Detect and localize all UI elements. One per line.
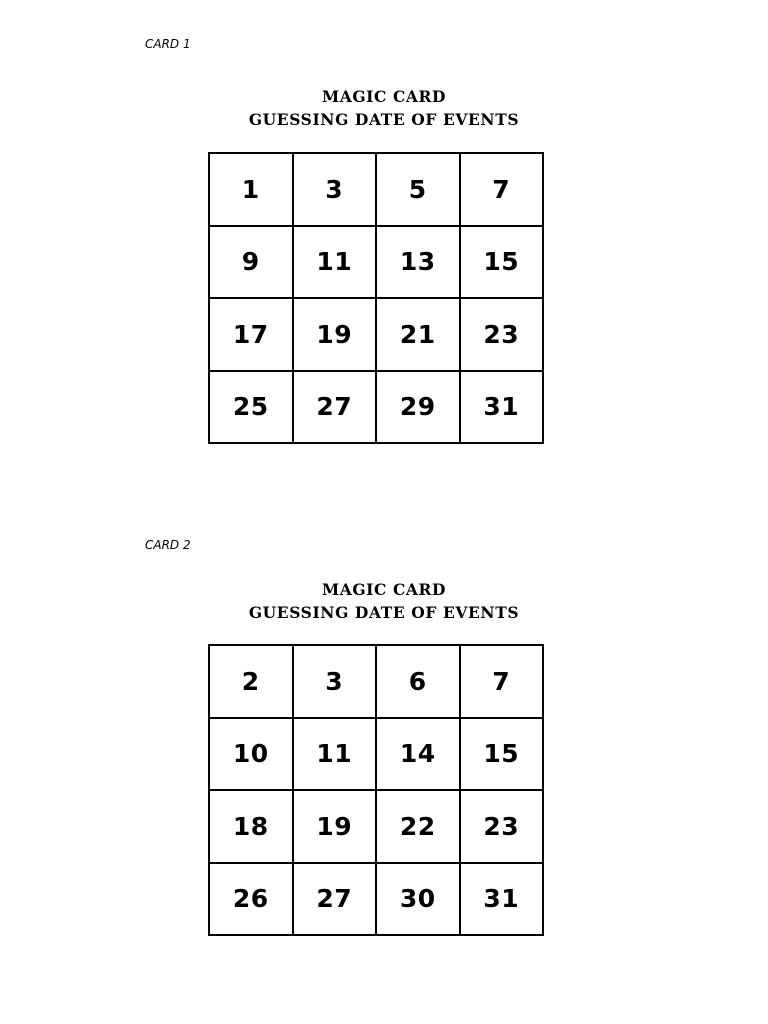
grid-cell: 13 bbox=[376, 226, 460, 299]
grid-cell: 25 bbox=[209, 371, 293, 444]
grid-cell: 26 bbox=[209, 863, 293, 936]
grid-cell: 10 bbox=[209, 718, 293, 791]
card-subtitle: GUESSING DATE OF EVENTS bbox=[248, 110, 520, 129]
grid-cell: 15 bbox=[460, 226, 544, 299]
grid-cell: 14 bbox=[376, 718, 460, 791]
number-grid bbox=[208, 152, 544, 444]
grid-cell: 30 bbox=[376, 863, 460, 936]
grid-row bbox=[209, 153, 543, 226]
number-grid bbox=[208, 644, 544, 936]
grid-cell: 15 bbox=[460, 718, 544, 791]
grid-cell: 31 bbox=[460, 371, 544, 444]
grid-cell: 6 bbox=[376, 645, 460, 718]
grid-cell: 29 bbox=[376, 371, 460, 444]
grid-row bbox=[209, 298, 543, 371]
card-title: MAGIC CARD bbox=[321, 87, 447, 106]
grid-row bbox=[209, 645, 543, 718]
grid-row bbox=[209, 226, 543, 299]
grid-cell: 7 bbox=[460, 645, 544, 718]
grid-cell: 11 bbox=[293, 718, 377, 791]
grid-row bbox=[209, 371, 543, 444]
card-title-block bbox=[0, 85, 768, 131]
grid-cell: 5 bbox=[376, 153, 460, 226]
grid-cell: 22 bbox=[376, 790, 460, 863]
card-subtitle: GUESSING DATE OF EVENTS bbox=[248, 603, 520, 622]
grid-cell: 9 bbox=[209, 226, 293, 299]
grid-cell: 18 bbox=[209, 790, 293, 863]
grid-cell: 11 bbox=[293, 226, 377, 299]
card-label: CARD 2 bbox=[145, 538, 191, 552]
grid-cell: 1 bbox=[209, 153, 293, 226]
grid-row bbox=[209, 718, 543, 791]
grid-cell: 17 bbox=[209, 298, 293, 371]
grid-cell: 19 bbox=[293, 790, 377, 863]
card-title-block bbox=[0, 578, 768, 624]
grid-cell: 2 bbox=[209, 645, 293, 718]
grid-cell: 23 bbox=[460, 298, 544, 371]
grid-cell: 7 bbox=[460, 153, 544, 226]
grid-row bbox=[209, 790, 543, 863]
grid-row bbox=[209, 863, 543, 936]
grid-cell: 21 bbox=[376, 298, 460, 371]
grid-cell: 27 bbox=[293, 863, 377, 936]
grid-cell: 31 bbox=[460, 863, 544, 936]
card-title: MAGIC CARD bbox=[321, 580, 447, 599]
grid-cell: 19 bbox=[293, 298, 377, 371]
grid-cell: 3 bbox=[293, 645, 377, 718]
card-label: CARD 1 bbox=[145, 37, 191, 51]
grid-cell: 3 bbox=[293, 153, 377, 226]
grid-cell: 27 bbox=[293, 371, 377, 444]
grid-cell: 23 bbox=[460, 790, 544, 863]
